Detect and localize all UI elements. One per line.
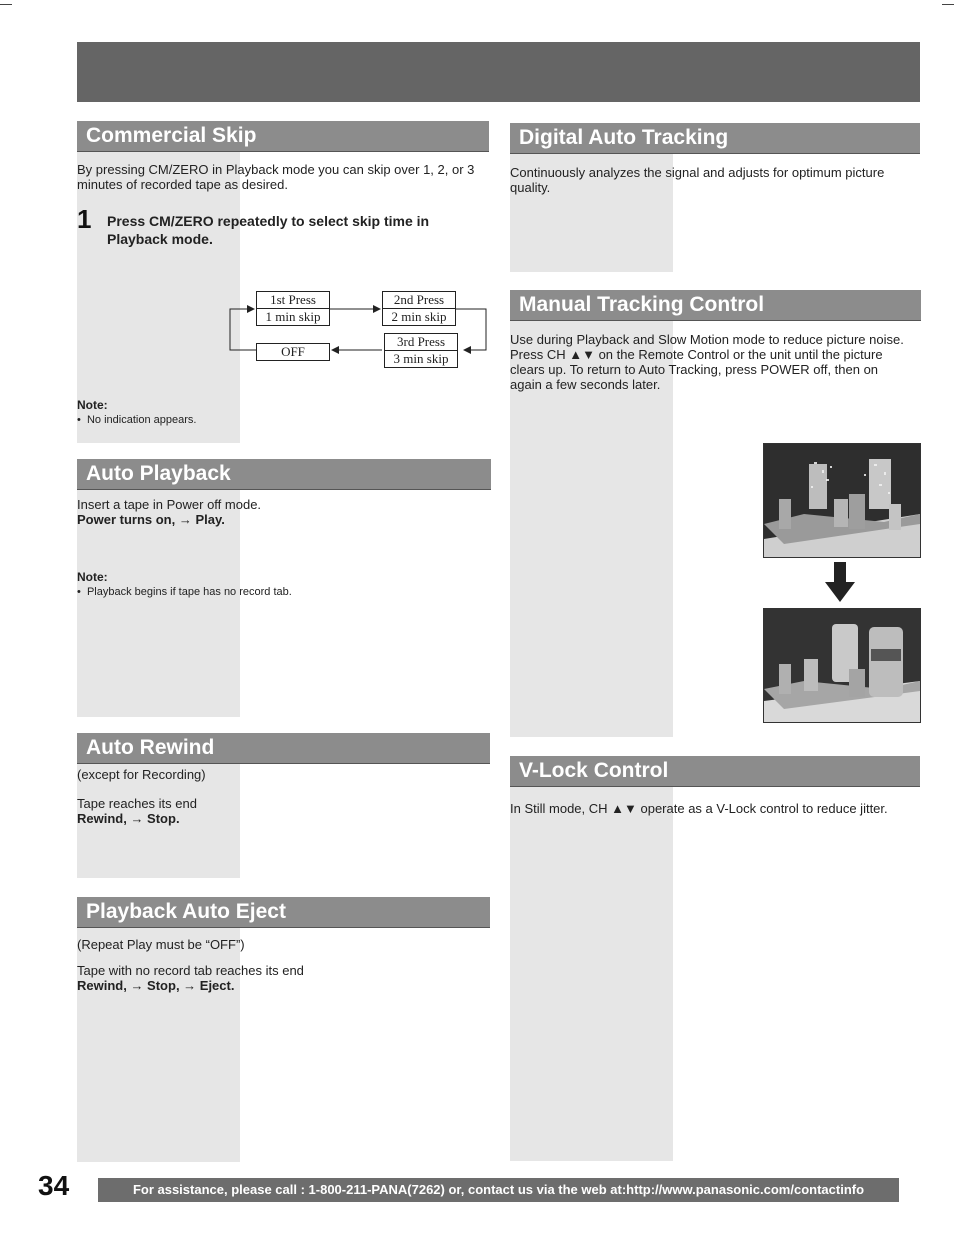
skip-box-2 [382, 291, 456, 326]
auto-playback-line1: Insert a tape in Power off mode. [77, 497, 262, 512]
manual-tracking-heading: Manual Tracking Control [510, 290, 921, 321]
skip-box-1-press: 1st Press [270, 292, 316, 307]
auto-rewind-heading: Auto Rewind [77, 733, 490, 764]
arrow-off-to-box1 [230, 309, 256, 350]
digital-auto-tracking-heading: Digital Auto Tracking [510, 123, 920, 154]
playback-auto-eject-line1: (Repeat Play must be “OFF”) [77, 937, 245, 952]
vlock-body: In Still mode, CH ▲▼ operate as a V-Lock control to reduce jitter. [510, 801, 888, 816]
skip-box-3-press: 3rd Press [396, 334, 446, 349]
auto-rewind-line1: (except for Recording) [77, 767, 206, 782]
manual-tracking-body: Use during Playback and Slow Motion mode to reduce picture noise. Press CH ▲▼ on the Remote Control or the unit until the picture clears up. To return to Auto Tracking, press POWER off, then on again a few seconds later. [510, 332, 904, 392]
commercial-skip-note-item: • No indication appears. [77, 414, 197, 426]
auto-playback-line2: Power turns on, → Play. [77, 512, 225, 527]
playback-auto-eject-line2: Tape with no record tab reaches its end [77, 963, 304, 978]
right-column-shade-3 [510, 785, 673, 1161]
clear-picture-image [763, 608, 921, 723]
commercial-skip-heading: Commercial Skip [77, 121, 489, 152]
page-number: 34 [38, 1170, 70, 1201]
bullet-icon: • [77, 414, 87, 426]
crop-mark-left [0, 4, 12, 5]
playback-auto-eject-line3: Rewind, → Stop, → Eject. [77, 978, 235, 993]
commercial-skip-intro: By pressing CM/ZERO in Playback mode you can skip over 1, 2, or 3 minutes of recorded tape as desired. [77, 162, 475, 192]
auto-playback-heading: Auto Playback [77, 459, 491, 490]
step-instruction: Press CM/ZERO repeatedly to select skip time in Playback mode. [107, 213, 430, 247]
playback-auto-eject-heading: Playback Auto Eject [77, 897, 490, 928]
auto-playback-note-item: • Playback begins if tape has no record tab. [77, 586, 292, 598]
noisy-picture-illustration [764, 444, 920, 557]
bullet-icon: • [77, 586, 87, 598]
noisy-picture-image [763, 443, 921, 558]
step-number: 1 [77, 204, 92, 234]
skip-box-off-label: OFF [281, 344, 305, 359]
left-column-shade-4 [77, 925, 240, 1162]
vlock-heading: V-Lock Control [510, 756, 920, 787]
auto-rewind-line3: Rewind, → Stop. [77, 811, 180, 826]
commercial-skip-note-title: Note: [77, 398, 108, 412]
skip-box-2-skip: 2 min skip [383, 308, 455, 325]
auto-rewind-line2: Tape reaches its end [77, 796, 197, 811]
auto-playback-note-title: Note: [77, 570, 108, 584]
skip-box-3 [384, 333, 458, 368]
clear-picture-illustration [764, 609, 920, 722]
crop-mark-right [942, 4, 954, 5]
arrow-box2-to-box3 [456, 309, 486, 350]
down-arrow-icon [823, 562, 857, 602]
skip-box-2-press: 2nd Press [393, 292, 445, 307]
assistance-footer: For assistance, please call : 1-800-211-PANA(7262) or, contact us via the web at:http://www.panasonic.com/contactinfo [98, 1178, 899, 1202]
header-banner [77, 42, 920, 102]
skip-box-1 [256, 291, 330, 326]
skip-box-3-skip: 3 min skip [385, 350, 457, 367]
digital-auto-tracking-body: Continuously analyzes the signal and adjusts for optimum picture quality. [510, 165, 885, 195]
skip-box-1-skip: 1 min skip [257, 308, 329, 325]
skip-box-off [256, 343, 330, 361]
